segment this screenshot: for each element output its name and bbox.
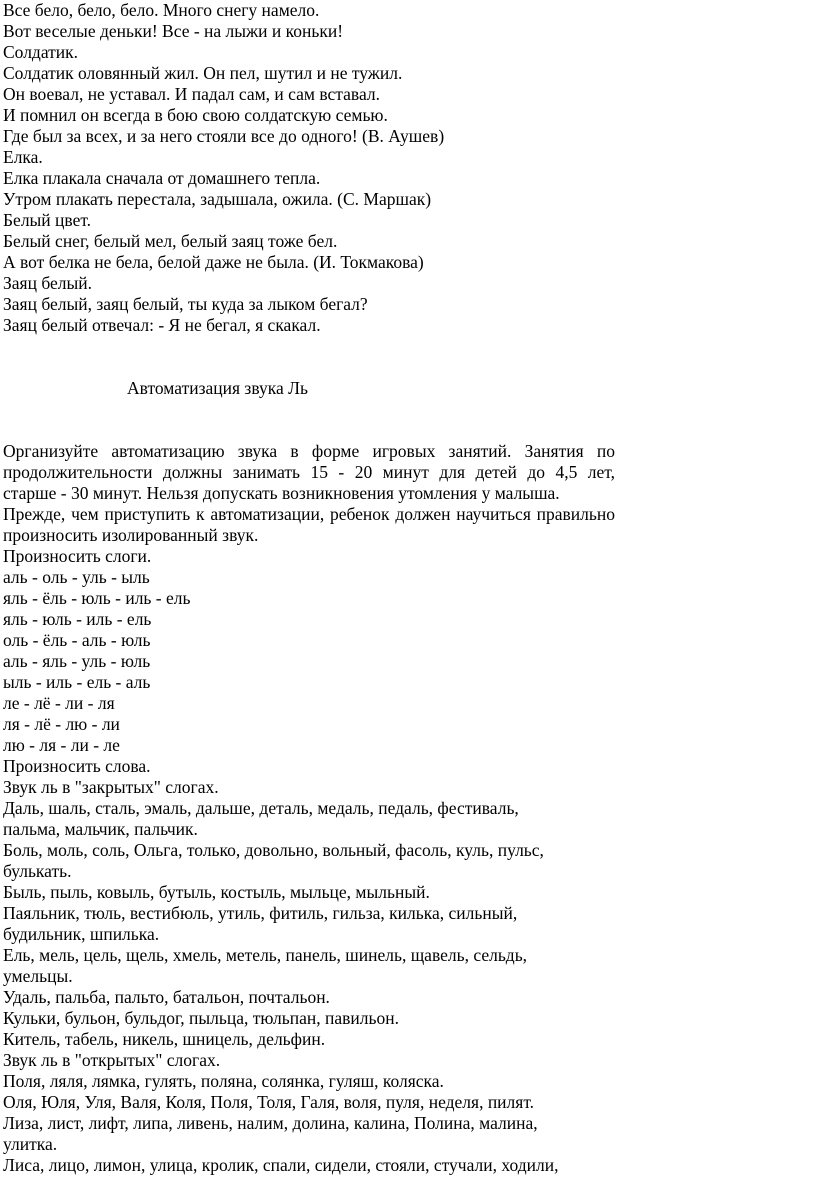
poem-title: Солдатик. [3,42,79,62]
syllable-line: оль - ёль - аль - юль [3,630,151,650]
word-line: Китель, табель, никель, шницель, дельфин. [3,1029,326,1049]
poem-line: Утром плакать перестала, задышала, ожила. (С. Маршак) [3,189,432,209]
poem-title: Заяц белый. [3,273,92,293]
poem-line: Заяц белый отвечал: - Я не бегал, я скакал. [3,315,321,335]
syllable-line: аль - оль - уль - ыль [3,567,150,587]
word-line: умельцы. [3,966,73,986]
poem-line: А вот белка не бела, белой даже не была. (И. Токмакова) [3,252,424,272]
poem-title: Белый цвет. [3,210,92,230]
section-title: Автоматизация звука Ль [127,378,308,398]
intro-line: Организуйте автоматизацию звука в форме игровых занятий. Занятия по [3,441,615,461]
word-line: Лиза, лист, лифт, липа, ливень, налим, долина, калина, Полина, малина, [3,1113,538,1133]
poem-line: Елка плакала сначала от домашнего тепла. [3,168,321,188]
poem-line: Белый снег, белый мел, белый заяц тоже бел. [3,231,338,251]
word-line: Лиса, лицо, лимон, улица, кролик, спали, сидели, стояли, стучали, ходили, [3,1155,559,1175]
word-line: Оля, Юля, Уля, Валя, Коля, Поля, Толя, Галя, воля, пуля, неделя, пилят. [3,1092,535,1112]
syllable-line: ыль - иль - ель - аль [3,672,151,692]
word-line: будильник, шпилька. [3,924,160,944]
poem-line: Вот веселые деньки! Все - на лыжи и коньки! [3,21,344,41]
intro-line: старше - 30 минут. Нельзя допускать возникновения утомления у малыша. [3,483,560,503]
syllable-line: ля - лё - лю - ли [3,714,120,734]
poem-line: Он воевал, не уставал. И падал сам, и сам вставал. [3,84,380,104]
word-line: Боль, моль, соль, Ольга, только, довольно, вольный, фасоль, куль, пульс, [3,840,544,860]
poem-line: Все бело, бело, бело. Много снегу намело. [3,0,320,20]
word-line: Удаль, пальба, пальто, батальон, почтальон. [3,987,330,1007]
poem-line: Где был за всех, и за него стояли все до одного! (В. Аушев) [3,126,445,146]
word-line: пальма, мальчик, пальчик. [3,819,198,839]
poem-line: И помнил он всегда в бою свою солдатскую семью. [3,105,388,125]
poem-line: Заяц белый, заяц белый, ты куда за лыком бегал? [3,294,368,314]
intro-line: продолжительности должны занимать 15 - 20 минут для детей до 4,5 лет, [3,462,615,482]
syllable-line: лю - ля - ли - ле [3,735,120,755]
word-line: Кульки, бульон, бульдог, пыльца, тюльпан, павильон. [3,1008,399,1028]
syllable-line: яль - юль - иль - ель [3,609,152,629]
closed-syllables-heading: Звук ль в "закрытых" слогах. [3,777,219,797]
word-line: улитка. [3,1134,58,1154]
word-line: Ель, мель, цель, щель, хмель, метель, панель, шинель, щавель, сельдь, [3,945,528,965]
intro-line: произносить изолированный звук. [3,525,259,545]
word-line: булькать. [3,861,72,881]
poem-title: Елка. [3,147,43,167]
words-heading: Произносить слова. [3,756,151,776]
poem-line: Солдатик оловянный жил. Он пел, шутил и не тужил. [3,63,403,83]
syllable-line: ле - лё - ли - ля [3,693,115,713]
word-line: Быль, пыль, ковыль, бутыль, костыль, мыльце, мыльный. [3,882,430,902]
syllable-line: яль - ёль - юль - иль - ель [3,588,191,608]
intro-line: Прежде, чем приступить к автоматизации, ребенок должен научиться правильно [3,504,615,524]
syllables-heading: Произносить слоги. [3,546,152,566]
word-line: Даль, шаль, сталь, эмаль, дальше, деталь, медаль, педаль, фестиваль, [3,798,519,818]
word-line: Поля, ляля, лямка, гулять, поляна, солянка, гуляш, коляска. [3,1071,444,1091]
word-line: Паяльник, тюль, вестибюль, утиль, фитиль, гильза, килька, сильный, [3,903,518,923]
syllable-line: аль - яль - уль - юль [3,651,151,671]
open-syllables-heading: Звук ль в "открытых" слогах. [3,1050,221,1070]
